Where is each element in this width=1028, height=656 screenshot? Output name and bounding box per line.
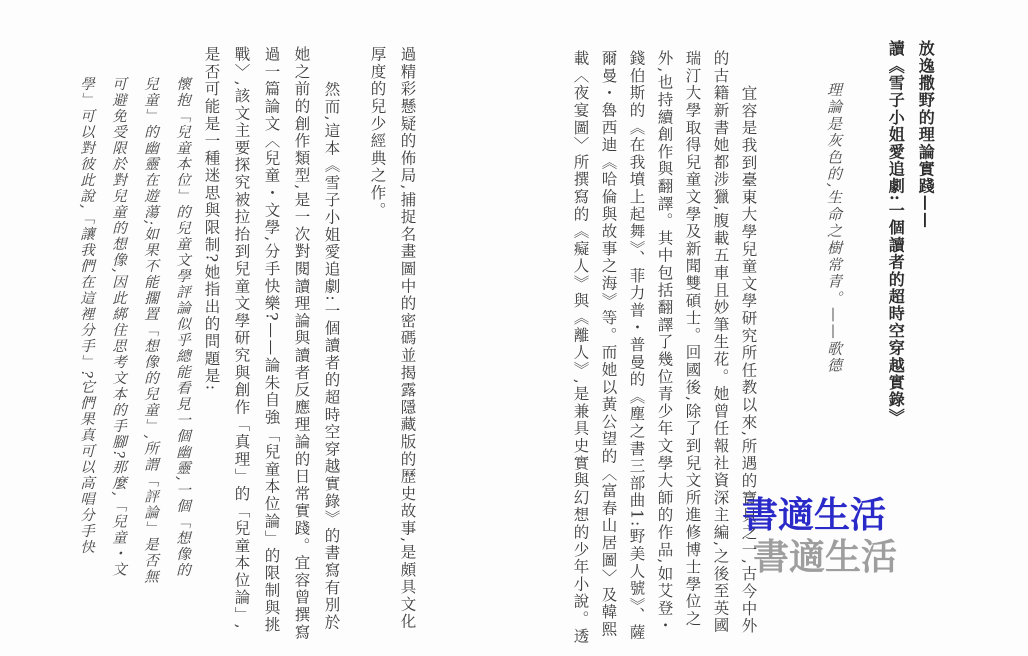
paragraph-1-continuation: 過精彩懸疑的佈局,捕捉名畫圖中的密碼並揭露隱藏版的歷史故事,是頗具文化厚度的兒少經典之作。: [368, 46, 417, 631]
watermark-blue: 書適生活: [742, 494, 887, 536]
epigraph-goethe-quote: 理論是灰色的,生命之樹常青。——歌德: [825, 82, 843, 375]
article-title: [880, 40, 940, 460]
title-line-1: 放逸撒野的理論實踐——: [916, 40, 936, 230]
title-line-2: 讀《雪子小姐愛追劇:一個讀者的超時空穿越實錄》: [886, 40, 906, 426]
paragraph-1: 宜容是我到臺東大學兒童文學研究所任教以來,所遇的寶貝之一,古今中外的古籍新書她都涉獵,腹載五車且妙筆生花。她曾任報社資深主編,之後至英國瑞汀大學取得兒童文學及新聞雙碩士。回國後,除了到兒文所進修博士學位之外,也持續創作與翻譯。其中包括翻譯了幾位青少年文學大師的作品,如艾登・錢伯斯的《在我墳上起舞》、菲力普・普曼的《塵之書三部曲1:野美人號》、薩爾曼・魯西迪《哈倫與故事之海》等。而她以黃公望的〈富春山居圖〉及韓熙載〈夜宴圖〉所撰寫的《癡人》與《離人》,是兼具史實與幻想的少年小說。透: [571, 50, 758, 645]
paragraph-2: 然而,這本《雪子小姐愛追劇:一個讀者的超時空穿越實錄》的書寫有別於她之前的創作類型,是一次對閱讀理論與讀者反應理論的日常實踐。宜容曾撰寫過一篇論文〈兒童・文學,分手快樂?——論朱自強「兒童本位論」的限制與挑戰〉,該文主要探究被拉抬到兒童文學研究與創作「真理」的「兒童本位論」,是否可能是一種迷思與限制?她指出的問題是:: [202, 46, 341, 641]
watermark-gray: 書適生活: [753, 536, 898, 578]
block-quote-child-position: 懷抱「兒童本位」的兒童文學評論似乎總能看見一個幽靈,一個「想像的兒童」的幽靈在遊蕩;如果不能擱置「想像的兒童」,所謂「評論」是否無可避免受限於對兒童的想像,因此綁住思考文本的手腳?那麼,「兒童・文學」可以對彼此說,「讓我們在這裡分手」?它們果真可以高唱分手快: [78, 76, 190, 585]
